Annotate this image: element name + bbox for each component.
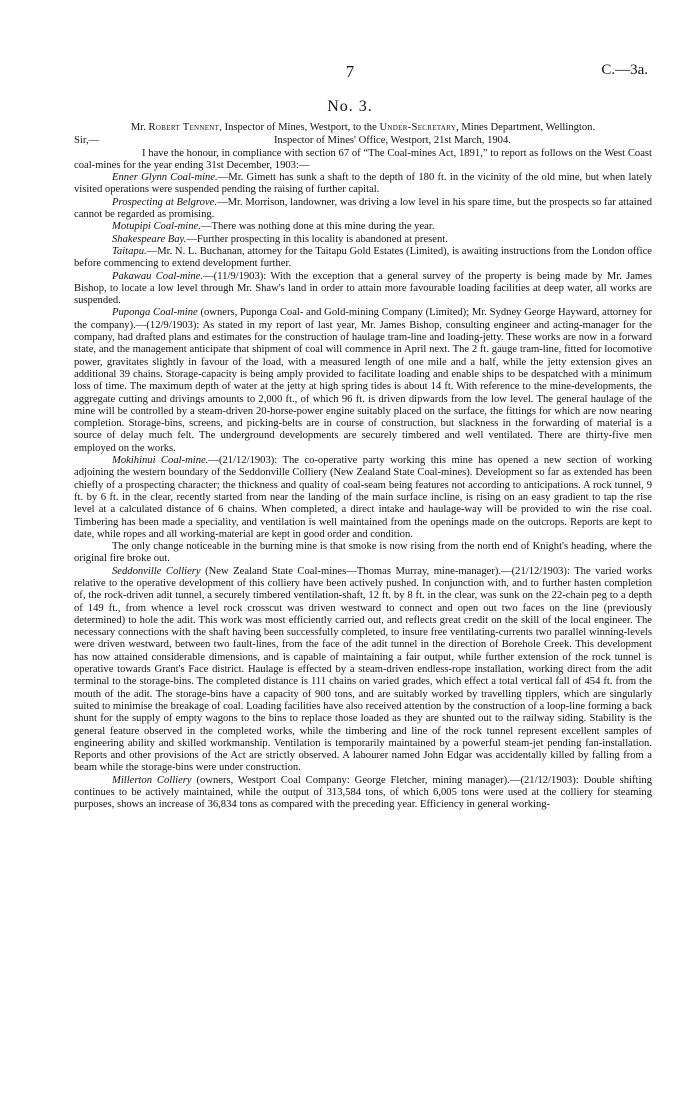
paragraph-title: Pakawau Coal-mine. [112, 270, 204, 282]
paragraph-title: Mokihinui Coal-mine. [112, 455, 209, 467]
document-code: C.—3a. [601, 62, 648, 78]
greeting: Sir,— [74, 135, 100, 147]
paragraph-millerton [74, 775, 652, 812]
paragraph-title: Motupipi Coal-mine. [112, 221, 201, 233]
paragraph-text: (owners, Puponga Coal- and Gold-mining Company (Limited); Mr. Sydney George Hayward, attorney for the company).—(12/9/1903): As stated in my report of last year, Mr. James Bishop, consulting engineer and acting-manager for the company, had drafted plans and estimates for the construction of haulage tram-line and loading-jetty. These works are now in a forward state, and the management anticipate that shipment of coal will commence in April next. The 2 ft. gauge tram-line, fitted for locomotive power, gravitates slightly in favour of the load, with a measured length of one mile and a half, while the jetty extension gives an additional 39 chains. Storage-capacity is being amply provided to facilitate loading and enable ships to be despatched with a minimum loss of time. The maximum depth of water at the jetty at high spring tides is about 14 ft. With reference to the mine-developments, the aggregate cutting and drivings amounts to 2,000 ft., of which 96 ft. is driven dipwards from the low level. The general haulage of the mine will be controlled by a steam-driven 20-horse-power engine suitably placed on the surface, the fittings for which are now nearing completion. Storage-bins, screens, and picking-belts are in course of construction, but slackness in the forwarding of material is a source of delay much felt. The underground developments are securely timbered and well ventilated. There are thirty-five men employed on the works. [74, 307, 652, 454]
paragraph-title: Millerton Colliery [112, 774, 192, 786]
paragraph-motupipi [74, 221, 652, 233]
paragraph-intro [74, 148, 652, 173]
paragraph-text: (owners, Westport Coal Company: George Fletcher, mining manager).—(21/12/1903): Double shifting continues to be actively maintained, while the output of 313,584 tons, of which 6,005 tons were used at the colliery for steaming purposes, shows an increase of 36,834 tons as compared with the preceding year. Efficiency in general working- [74, 774, 652, 811]
paragraph-pakawau [74, 271, 652, 308]
paragraph-title: Seddonville Colliery [112, 565, 201, 577]
paragraph-taitapu [74, 246, 652, 271]
paragraph-text: —There was nothing done at this mine during the year. [200, 221, 435, 233]
heading-suffix: , Mines Department, Wellington. [456, 122, 596, 133]
paragraph-shakespeare-bay [74, 234, 652, 246]
paragraph-puponga [74, 307, 652, 455]
paragraph-text: I have the honour, in compliance with section 67 of “The Coal-mines Act, 1891,” to report as follows on the West Coast coal-mines for the year ending 31st December, 1903:— [74, 147, 652, 171]
paragraph-mokihinui [74, 455, 652, 541]
paragraph-title: Prospecting at Belgrove. [112, 196, 218, 208]
letter-heading [74, 122, 652, 134]
paragraph-title: Shakespeare Bay. [112, 233, 187, 245]
paragraph-enner-glynn [74, 172, 652, 197]
document-title: No. 3. [327, 98, 373, 115]
paragraph-text: —(11/9/1903): With the exception that a general survey of the property is being made by Mr. James Bishop, to locate a low level through Mr. Shaw's land in order to attain more favourable loading facilities at deep water, all works are suspended. [74, 270, 652, 307]
paragraph-title: Taitapu. [112, 245, 147, 257]
paragraph-text: —Mr. Morrison, landowner, was driving a low level in his spare time, but the prospects so far attained cannot be regarded as promising. [74, 196, 653, 221]
paragraph-belgrove [74, 197, 652, 222]
salutation [74, 135, 652, 147]
page-number: 7 [345, 62, 355, 81]
heading-prefix: Mr. [130, 122, 146, 133]
document-body [74, 122, 652, 812]
paragraph-title: Enner Glynn Coal-mine. [112, 172, 218, 184]
paragraph-text: —Mr. N. L. Buchanan, attorney for the Taitapu Gold Estates (Limited), is awaiting instructions from the London office before commencing to extend development further. [74, 245, 652, 270]
paragraph-text: (New Zealand State Coal-mines—Thomas Murray, mine-manager).—(21/12/1903): The varied works relative to the operative development of this colliery have been actively pushed. In conjunction with, and to further hasten completion of, the rock-driven adit tunnel, a securely timbered ventilation-shaft, 12 ft. by 8 ft. in the clear, was sunk on the 22-chain peg to a depth of 149 ft., from whence a level rock crosscut was driven westward to connect and open out two faces on the line (previously determined) to hole the adit. This work was most efficiently carried out, and reflects great credit on the skill of the local engineer. The necessary connections with the shaft having been successfully completed, to insure free ventilating-currents two parallel winning-levels were driven westward, between two fault-lines, from the face of the adit tunnel in the direction of Borehole Creek. This development has now attained considerable dimensions, and is capable of maintaining a fair output, while further extension of the rock tunnel is operative towards Grant's Face district. Haulage is effected by a steam-driven endless-rope installation, working direct from the adit terminal to the storage-bins. The completed distance is 111 chains on varied grades, which effect a total vertical fall of 454 ft. from the mouth of the adit. The storage-bins have a capacity of 900 tons, and are suitably worked by travelling tipplers, which are singularly suited to minimise the breakage of coal. Loading facilities have also received attention by the construction of a loop-line forming a back shunt for the supply of empty wagons to the bins to replace those loaded as they are shunted out to the railway siding. Stability is the general feature observed in the completed works, while the timbering and line of the rock tunnel represent excellent samples of engineering ability and skilled workmanship. Ventilation is temporarily maintained by a powerful steam-jet pending fan-installation. Reports and other provisions of the Act are strictly observed. A labourer named John Edgar was accidentally killed by falling from a beam while the storage-bins were under construction. [74, 565, 653, 774]
paragraph-seddonville [74, 566, 652, 775]
paragraph-text: —Further prospecting in this locality is abandoned at present. [186, 233, 448, 245]
heading-name: Robert Tennent [148, 122, 220, 133]
heading-mid: , Inspector of Mines, Westport, to the [219, 122, 377, 133]
paragraph-text: —Mr. Gimett has sunk a shaft to the depth of 180 ft. in the vicinity of the old mine, but when lately visited operations were suspended pending the raising of further capital. [74, 172, 652, 196]
paragraph-title: Puponga Coal-mine [112, 307, 198, 319]
heading-office: Under-Secretary [379, 122, 457, 133]
paragraph-text: The only change noticeable in the burning mine is that smoke is now rising from the north end of Knight's heading, where the original fire broke out. [74, 541, 652, 565]
paragraph-text: —(21/12/1903): The co-operative party working this mine has opened a new section of working adjoining the western boundary of the Seddonville Colliery (New Zealand State Coal-mines). Development so far as extended has been chiefly of a prospecting character; the thickness and quality of coal-seam being features not according to anticipations. A rock tunnel, 9 ft. by 6 ft. in the clear, recently started from near the landing of the main surface incline, is rising on an easy gradient to tap the rise level at a calculated distance of 6 chains. When completed, a direct intake and haulage-way will be provided to win the rise coal. Timbering has been made a speciality, and ventilation is well maintained from the openings made on the outcrops. Reports are kept to date, while ropes and all working-material are kept in good order and condition. [74, 455, 652, 540]
paragraph-burning-mine [74, 541, 652, 566]
office-address: Inspector of Mines' Office, Westport, 21st March, 1904. [274, 135, 511, 147]
